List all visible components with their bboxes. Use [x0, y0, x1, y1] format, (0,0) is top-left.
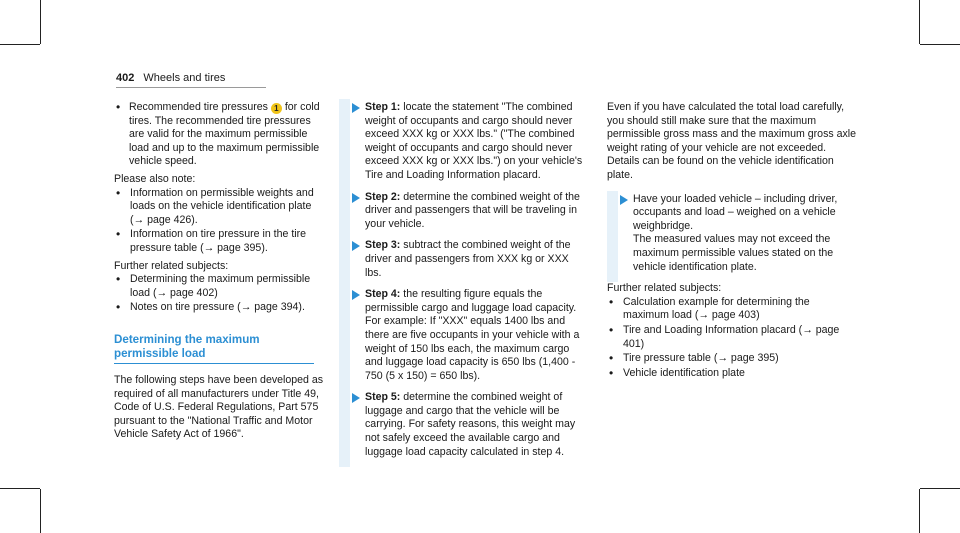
step-arrow-icon: [352, 103, 360, 113]
step-1: Step 1: locate the statement "The combined weight of occupants and cargo should never exceed XXX kg or XXX lbs." ("The combined weight of occupants and cargo should never exceed XXX kg or XXX lbs.") on your vehicle's Tire and Loading Information placard.: [339, 101, 591, 191]
weigh-step-text: Have your loaded vehicle – including driver, occupants and load – weighed on a vehicle weighbridge.: [633, 192, 838, 232]
section-body: The following steps have been developed as required of all manufacturers under Title 49, Code of U.S. Federal Regulations, Part 575 pursuant to the "National Traffic and Motor Vehicle Safety Act of 1966".: [114, 374, 324, 441]
step-arrow-icon: [352, 290, 360, 300]
list-item[interactable]: • Determining the maximum permissible load (→ page 402): [114, 273, 328, 300]
further-list: [114, 273, 328, 315]
step-3: Step 3: subtract the combined weight of the driver and passengers from XXX kg or XXX lbs.: [339, 239, 591, 288]
step-arrow-icon: [352, 193, 360, 203]
section-heading: Determining the maximum permissible load: [114, 333, 314, 364]
crop-mark: [919, 0, 920, 44]
list-item[interactable]: • Information on permissible weights and loads on the vehicle identification plate (→ page 426).: [114, 187, 328, 228]
list-item[interactable]: • Vehicle identification plate: [607, 367, 857, 381]
step-arrow-icon: [352, 241, 360, 251]
crop-mark: [40, 489, 41, 533]
step-4: Step 4: the resulting figure equals the permissible cargo and luggage load capacity. For example: If "XXX" equals 1400 lbs and there are five occupants in your vehicle with a weight of 150 lbs each, the maximum cargo and luggage load capacity is 650 lbs (1,400 - 750 (5 x 150) = 650 lbs).: [339, 288, 591, 391]
note-list: [114, 187, 328, 256]
list-item[interactable]: • Calculation example for determining the maximum load (→ page 403): [607, 296, 857, 323]
further-intro: Further related subjects:: [607, 282, 722, 295]
weigh-step-result: The measured values may not exceed the maximum permissible values stated on the vehicle identification plate.: [633, 233, 834, 273]
page-number: 402: [116, 72, 135, 84]
crop-mark: [919, 489, 920, 533]
further-list: [607, 296, 857, 381]
step-5: Step 5: determine the combined weight of luggage and cargo that the vehicle will be carrying. For safety reasons, this weight may not safely exceed the available cargo and luggage load capacity calculated in step 4.: [339, 391, 591, 467]
further-intro: Further related subjects:: [114, 259, 229, 272]
intro-paragraph: Even if you have calculated the total load carefully, you should still make sure that the maximum permissible gross mass and the maximum gross axle weight rating of your vehicle are not exceeded. Details can be found on the vehicle identification plate.: [607, 101, 857, 181]
page-header: [116, 72, 225, 86]
column-middle: [339, 101, 591, 467]
column-left: [114, 101, 328, 442]
weigh-step: [607, 193, 857, 283]
step-2: Step 2: determine the combined weight of the driver and passengers that will be traveling in your vehicle.: [339, 191, 591, 240]
note-intro: Please also note:: [114, 172, 196, 185]
list-item: • Recommended tire pressures 1 for cold tires. The recommended tire pressures are valid for the maximum permissible load and up to the maximum permissible vehicle speed.: [114, 101, 328, 169]
list-item[interactable]: • Information on tire pressure in the tire pressure table (→ page 395).: [114, 228, 328, 255]
crop-mark: [40, 0, 41, 44]
section-name: Wheels and tires: [143, 72, 226, 84]
step-arrow-icon: [352, 393, 360, 403]
step-arrow-icon: [620, 195, 628, 205]
crop-mark: [920, 44, 960, 45]
list-item[interactable]: • Tire pressure table (→ page 395): [607, 352, 857, 366]
crop-mark: [0, 44, 40, 45]
callout-number-icon: 1: [271, 103, 282, 114]
list-item[interactable]: • Notes on tire pressure (→ page 394).: [114, 301, 328, 315]
crop-mark: [920, 488, 960, 489]
header-divider: [116, 87, 266, 88]
recommended-list: [114, 101, 328, 169]
crop-mark: [0, 488, 40, 489]
column-right: [607, 101, 857, 381]
list-item[interactable]: • Tire and Loading Information placard (→ page 401): [607, 324, 857, 351]
